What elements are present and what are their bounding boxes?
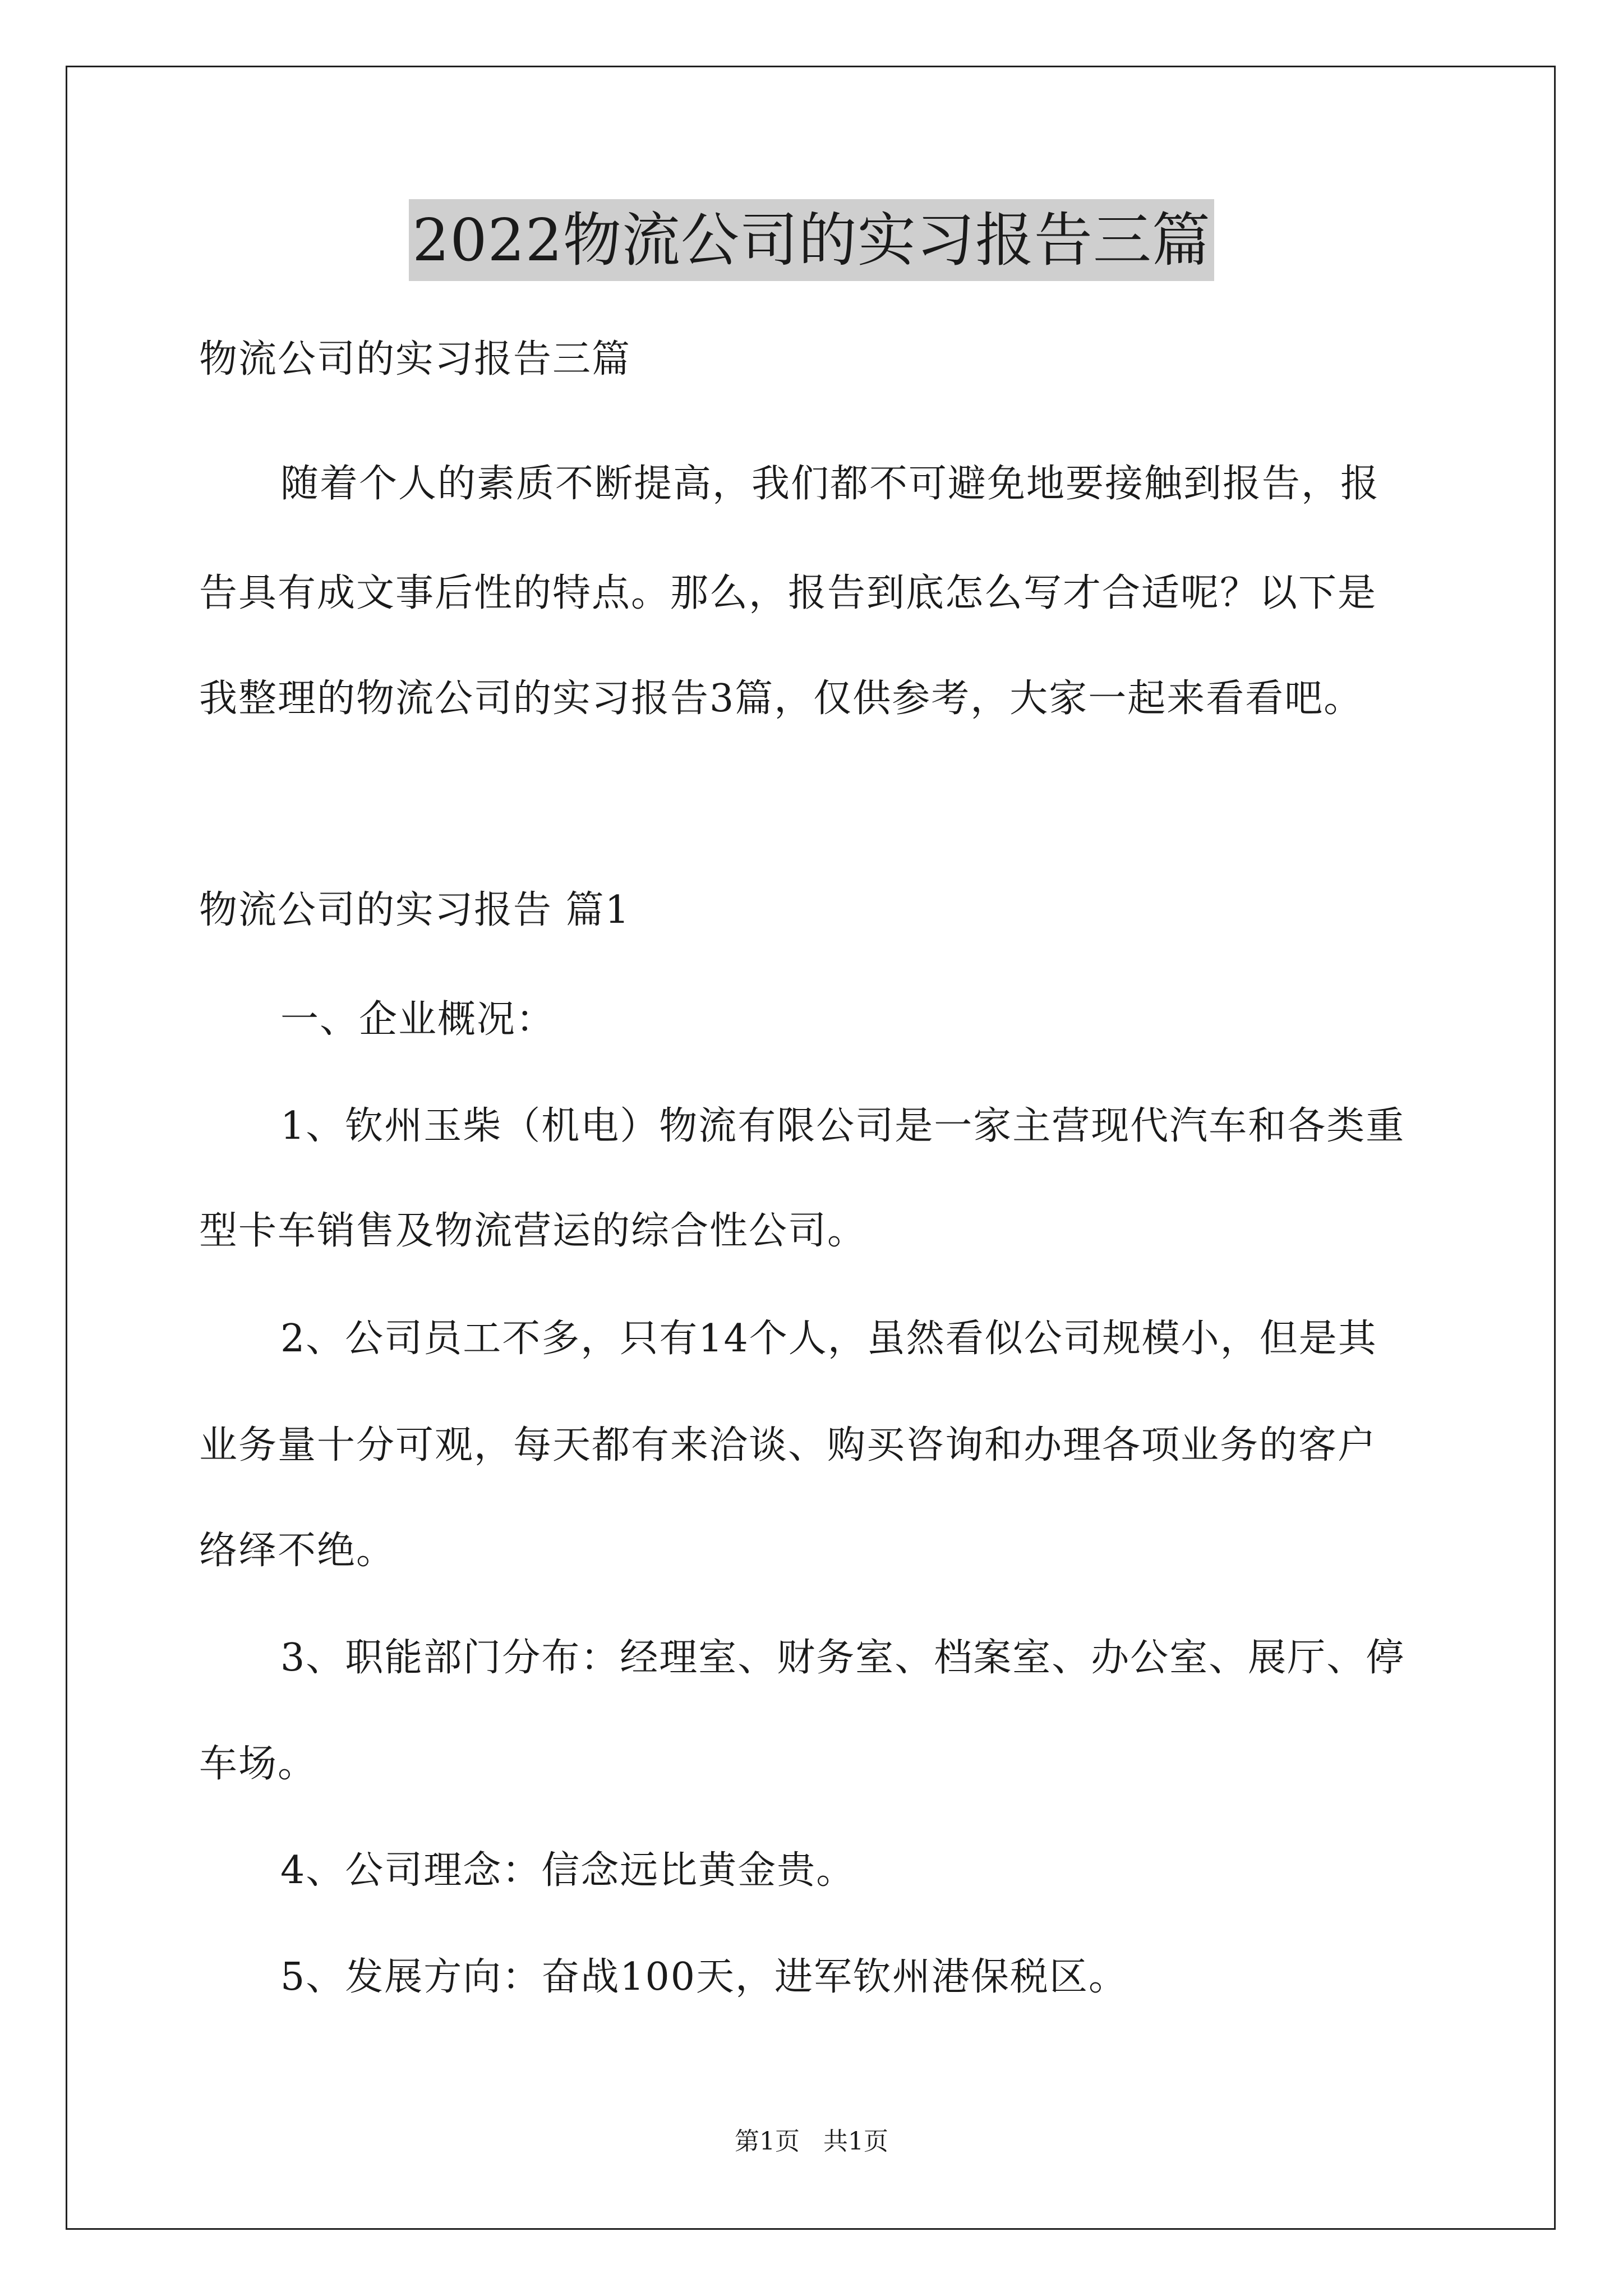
subtitle-line: 物流公司的实习报告三篇 bbox=[199, 337, 631, 381]
document-title: 2022物流公司的实习报告三篇 bbox=[409, 199, 1214, 281]
paragraph-line: 业务量十分可观，每天都有来洽谈、购买咨询和办理各项业务的客户 bbox=[199, 1423, 1377, 1467]
paragraph-line: 我整理的物流公司的实习报告3篇，仅供参考，大家一起来看看吧。 bbox=[199, 677, 1363, 721]
paragraph-line: 络绎不绝。 bbox=[199, 1529, 396, 1573]
paragraph-line: 随着个人的素质不断提高，我们都不可避免地要接触到报告，报 bbox=[280, 462, 1380, 506]
section-heading: 物流公司的实习报告 篇1 bbox=[199, 888, 630, 932]
paragraph-line: 一、企业概况： bbox=[280, 997, 556, 1042]
paragraph-line: 4、公司理念：信念远比黄金贵。 bbox=[280, 1848, 856, 1893]
paragraph-line: 告具有成文事后性的特点。那么，报告到底怎么写才合适呢？以下是 bbox=[199, 571, 1377, 615]
paragraph-line: 3、职能部门分布：经理室、财务室、档案室、办公室、展厅、停 bbox=[280, 1636, 1405, 1680]
paragraph-line: 2、公司员工不多，只有14个人，虽然看似公司规模小，但是其 bbox=[280, 1317, 1377, 1361]
paragraph-line: 型卡车销售及物流营运的综合性公司。 bbox=[199, 1209, 867, 1253]
paragraph-line: 车场。 bbox=[199, 1742, 317, 1786]
title-wrap bbox=[0, 199, 1623, 281]
paragraph-line: 1、钦州玉柴（机电）物流有限公司是一家主营现代汽车和各类重 bbox=[280, 1104, 1405, 1148]
paragraph-line: 5、发展方向：奋战100天，进军钦州港保税区。 bbox=[280, 1955, 1128, 1999]
page-footer: 第1页 共1页 bbox=[735, 2127, 888, 2156]
